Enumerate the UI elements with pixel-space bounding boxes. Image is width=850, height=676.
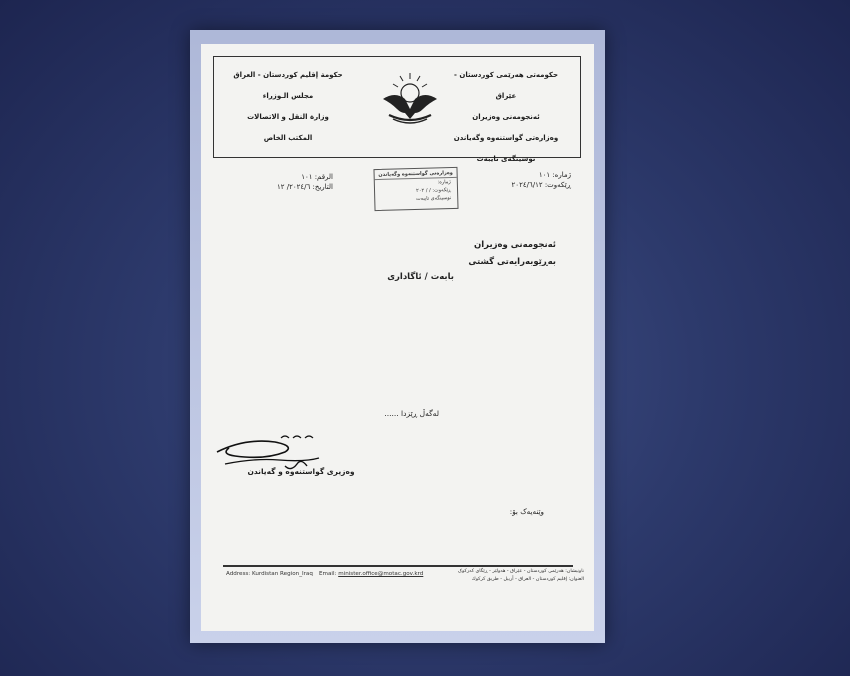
stamp-line: نوسینگەی تایبەت [415,195,452,203]
letterhead-kurdish-line: حکومەتی هەرێمی کوردستان - عێراق [454,71,558,100]
reference-arabic [253,172,333,192]
letterhead-arabic-line: المكتب الخاص [263,134,313,142]
letterhead-kurdish-line: وەزارەتی گواستنەوە وگەیاندن [453,134,559,142]
letterhead-kurdish-line: نوسینگەی تایبەت [476,155,536,163]
reference-kurdish [501,170,571,190]
footer-email [319,571,423,577]
kurdistan-emblem-logo [379,69,441,127]
signatory [241,464,361,479]
letter-subject: بابەت / ئاگاداری [387,272,454,282]
letter-closing: لەگەڵ ڕێزدا ...... [384,409,439,418]
stamp-title: وەزارەتی گواستنەوە وگەیاندن [375,170,457,180]
reference-number: الرقم: ١٠١ [301,173,333,181]
registry-stamp [373,167,458,211]
letterhead-arabic-line: مجلس الـوزراء [262,92,314,100]
footer-address-arabic: العنوان: إقليم كوردستان - العراق - أربيل - طريق كركوك [471,577,584,582]
letter-page [201,44,594,631]
stamp-line: ژمارە: [437,179,451,186]
reference-date: ڕێکەوت: ٢٠٢٤/٦/١٢ [511,181,571,189]
reference-number: ژمارە: ١٠١ [538,171,571,179]
reference-date: التاريخ: ٢٠٢٤/٦/ ١٢ [276,183,333,191]
footer-email-label: Email: [319,571,339,577]
letterhead-arabic [228,65,348,149]
letterhead-kurdish-line: ئەنجومەنی وەزیران [472,113,540,121]
footer-address-kurdish: ناونیشان: هەرێمی کوردستان - عێراق - هەولێر - ڕێگای کەرکوک [457,569,584,574]
footer-divider [223,565,573,567]
copies-heading: وێنەیەک بۆ: [509,507,544,516]
footer-email-link[interactable]: minister.office@motac.gov.krd [338,571,424,577]
footer-address-local [454,568,584,584]
signatory-title: وەزیری گواستنەوە و گەیاندن [247,467,355,476]
footer-address: Address: Kurdistan Region_Iraq [226,571,313,577]
stamp-line: ڕێکەوت: / / ٢٠٢ [416,187,452,194]
letterhead [213,56,581,163]
letterhead-arabic-line: حكومة إقليم كوردستان - العراق [233,71,343,79]
recipient-block [236,237,556,271]
letterhead-kurdish [446,65,566,170]
copies-list [244,504,544,520]
letterhead-arabic-line: وزارة النقل و الاتصالات [247,113,329,121]
recipient-line: ئەنجومەنی وەزیران [473,240,556,250]
recipient-line: بەڕێوبەرایەتی گشتی [468,257,556,267]
